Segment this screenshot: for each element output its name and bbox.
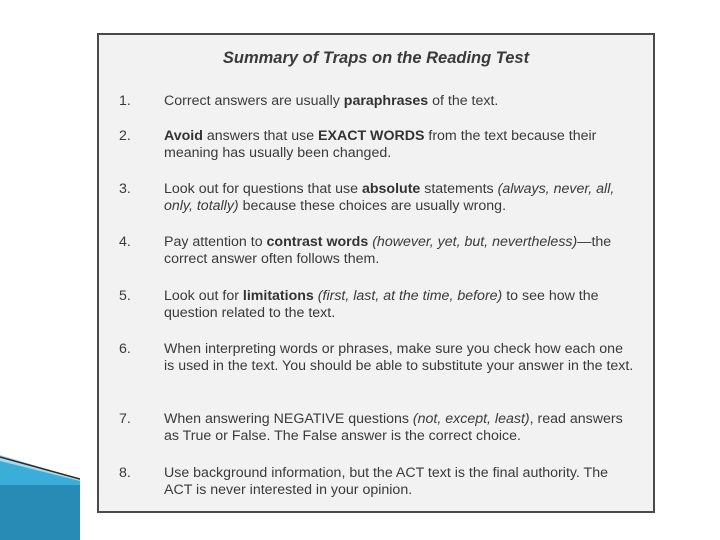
text-run: of the text.	[428, 93, 499, 109]
text-run: When answering NEGATIVE questions	[164, 411, 413, 427]
item-number: 6.	[119, 341, 131, 357]
emphasis-italic: (always, never, all, only, totally)	[164, 181, 615, 214]
accent-shape-dark	[0, 485, 80, 540]
text-run: , read answers as True or False. The False answer is the correct choice.	[164, 411, 623, 444]
item-text	[164, 93, 634, 110]
text-run: Look out for questions that use	[164, 181, 362, 197]
emphasis-italic: (first, last, at the time, before)	[317, 288, 503, 304]
item-number: 4.	[119, 234, 131, 250]
document-panel	[97, 33, 655, 513]
item-number: 3.	[119, 181, 131, 197]
emphasis-bold: absolute	[361, 181, 421, 197]
text-run: from the text because their meaning has usually been changed.	[164, 128, 597, 161]
emphasis-bold: EXACT WORDS	[318, 128, 425, 144]
text-run: Correct answers are usually	[164, 93, 344, 109]
text-run: When interpreting words or phrases, make sure you check how each one is used in the text. You should be able to substitute your answer in the text.	[164, 341, 634, 374]
document-title: Summary of Traps on the Reading Test	[222, 49, 530, 67]
text-run: —the correct answer often follows them.	[164, 234, 612, 267]
emphasis-bold: Avoid	[164, 128, 203, 144]
emphasis-bold: paraphrases	[343, 93, 429, 109]
text-run: statements	[420, 181, 498, 197]
emphasis-bold: contrast words	[266, 234, 369, 250]
item-text	[164, 181, 634, 215]
emphasis-italic: (not, except, least)	[412, 411, 530, 427]
corner-accent-graphic	[0, 455, 80, 540]
text-run: Look out for	[164, 288, 243, 304]
item-number: 2.	[119, 128, 131, 144]
item-text	[164, 465, 634, 499]
text-run: to see how the question related to the text.	[164, 288, 599, 321]
emphasis-italic: (however, yet, but, nevertheless)	[372, 234, 578, 250]
text-run: because these choices are usually wrong.	[238, 198, 507, 214]
item-text	[164, 234, 634, 268]
text-run: answers that use	[202, 128, 319, 144]
item-text	[164, 288, 634, 322]
item-number: 5.	[119, 288, 131, 304]
item-text	[164, 341, 634, 375]
item-number: 7.	[119, 411, 131, 427]
text-run: Use background information, but the ACT text is the final authority. The ACT is never interested in your opinion.	[164, 465, 608, 498]
item-text	[164, 128, 634, 162]
item-number: 1.	[119, 93, 131, 109]
emphasis-bold: limitations	[242, 288, 314, 304]
text-run: Pay attention to	[164, 234, 267, 250]
item-text	[164, 411, 634, 445]
item-number: 8.	[119, 465, 131, 481]
